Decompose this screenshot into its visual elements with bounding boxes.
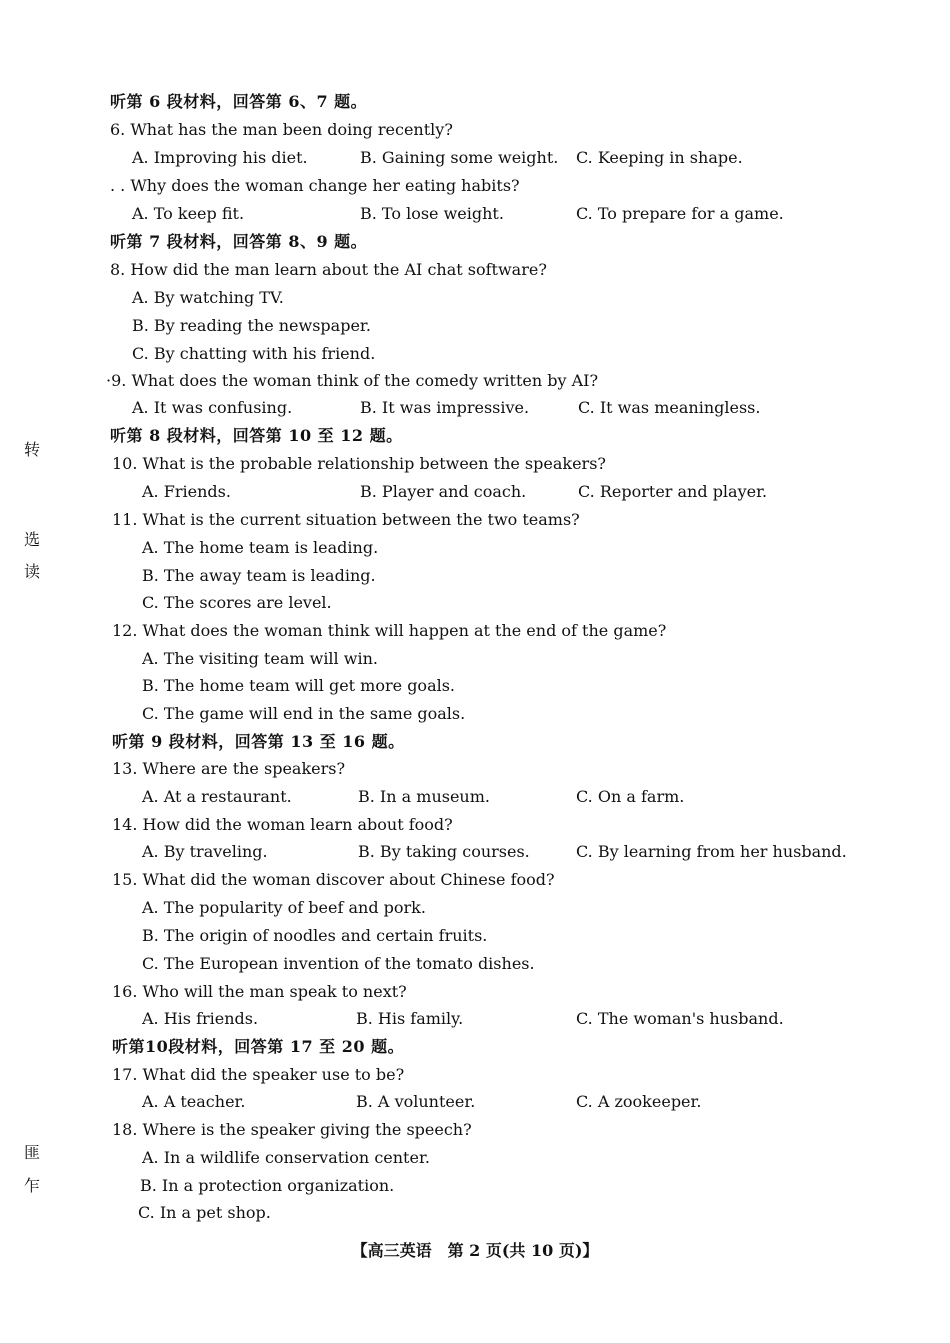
option-a: A. A teacher.: [142, 1092, 246, 1111]
section-heading-6: 听第 6 段材料，回答第 6、7 题。: [110, 92, 368, 111]
option-c: C. By chatting with his friend.: [132, 344, 376, 363]
option-b: B. The away team is leading.: [142, 566, 376, 585]
question-18-stem: 18. Where is the speaker giving the speech?: [112, 1120, 472, 1139]
question-7-stem: . . Why does the woman change her eating habits?: [110, 176, 520, 195]
option-b: B. By reading the newspaper.: [132, 316, 371, 335]
option-b: B. It was impressive.: [360, 398, 530, 417]
option-c: C. The scores are level.: [142, 593, 332, 612]
margin-char-zhuan: 转: [23, 440, 40, 459]
option-b: B. By taking courses.: [358, 842, 530, 861]
option-a: A. It was confusing.: [132, 398, 293, 417]
margin-char-xuan: 选: [23, 530, 40, 549]
option-b: B. Player and coach.: [360, 482, 527, 501]
option-c: C. It was meaningless.: [578, 398, 761, 417]
option-b: B. In a protection organization.: [140, 1176, 395, 1195]
option-b: B. To lose weight.: [360, 204, 504, 223]
section-heading-9: 听第 9 段材料，回答第 13 至 16 题。: [112, 732, 405, 751]
section-heading-8: 听第 8 段材料，回答第 10 至 12 题。: [110, 426, 403, 445]
question-15-stem: 15. What did the woman discover about Chinese food?: [112, 870, 555, 889]
question-8-stem: 8. How did the man learn about the AI chat software?: [110, 260, 547, 279]
option-a: A. The popularity of beef and pork.: [142, 898, 426, 917]
option-a: A. The visiting team will win.: [142, 649, 378, 668]
option-c: C. To prepare for a game.: [576, 204, 784, 223]
option-c: C. Reporter and player.: [578, 482, 768, 501]
option-a: A. Improving his diet.: [132, 148, 308, 167]
option-a: A. In a wildlife conservation center.: [142, 1148, 430, 1167]
option-b: B. Gaining some weight.: [360, 148, 559, 167]
margin-char-bottom-2: 乍: [23, 1176, 40, 1195]
question-10-stem: 10. What is the probable relationship between the speakers?: [112, 454, 606, 473]
option-c: C. The European invention of the tomato dishes.: [142, 954, 535, 973]
option-c: C. Keeping in shape.: [576, 148, 743, 167]
question-16-stem: 16. Who will the man speak to next?: [112, 982, 407, 1001]
option-a: A. To keep fit.: [132, 204, 245, 223]
option-b: B. In a museum.: [358, 787, 490, 806]
option-a: A. His friends.: [142, 1009, 259, 1028]
option-a: A. By watching TV.: [132, 288, 284, 307]
option-b: B. The origin of noodles and certain fruits.: [142, 926, 488, 945]
option-a: A. The home team is leading.: [142, 538, 379, 557]
question-6-stem: 6. What has the man been doing recently?: [110, 120, 453, 139]
section-heading-10: 听第10段材料，回答第 17 至 20 题。: [112, 1037, 405, 1056]
option-c: C. The woman's husband.: [576, 1009, 784, 1028]
option-b: B. The home team will get more goals.: [142, 676, 456, 695]
question-11-stem: 11. What is the current situation between the two teams?: [112, 510, 580, 529]
option-b: B. A volunteer.: [356, 1092, 476, 1111]
option-c: C. A zookeeper.: [576, 1092, 702, 1111]
question-9-stem: ·9. What does the woman think of the comedy written by AI?: [106, 371, 599, 390]
question-12-stem: 12. What does the woman think will happen at the end of the game?: [112, 621, 667, 640]
question-13-stem: 13. Where are the speakers?: [112, 759, 346, 778]
option-b: B. His family.: [356, 1009, 464, 1028]
option-c: C. On a farm.: [576, 787, 685, 806]
option-c: C. In a pet shop.: [138, 1203, 271, 1222]
option-a: A. At a restaurant.: [142, 787, 292, 806]
option-a: A. Friends.: [142, 482, 231, 501]
margin-char-bottom-1: 匪: [23, 1143, 40, 1162]
option-c: C. The game will end in the same goals.: [142, 704, 466, 723]
page-footer: 【高三英语 第 2 页(共 10 页)】: [351, 1241, 599, 1260]
section-heading-7: 听第 7 段材料，回答第 8、9 题。: [110, 232, 368, 251]
question-14-stem: 14. How did the woman learn about food?: [112, 815, 453, 834]
question-17-stem: 17. What did the speaker use to be?: [112, 1065, 405, 1084]
option-a: A. By traveling.: [142, 842, 268, 861]
margin-char-du: 读: [23, 562, 40, 581]
option-c: C. By learning from her husband.: [576, 842, 847, 861]
